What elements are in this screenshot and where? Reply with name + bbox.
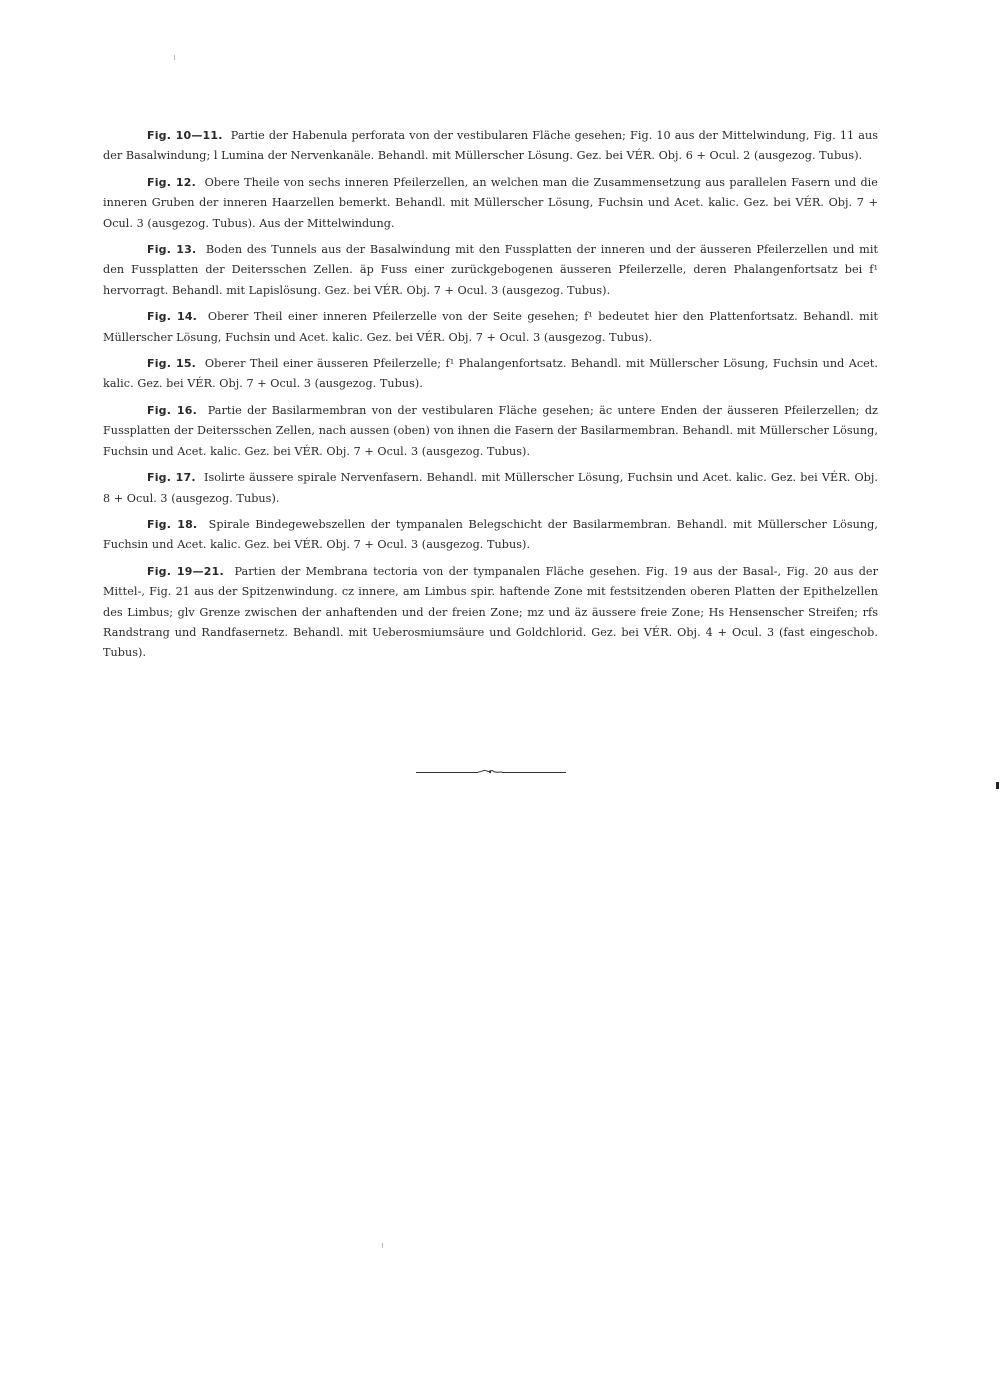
caption-fig-10-11	[103, 126, 878, 167]
caption-text: Partien der Membrana tectoria von der tympanalen Fläche gesehen. Fig. 19 aus der Basal-, Fig. 20 aus der Mittel-, Fig. 21 aus der Spitzenwindung. cz innere, am Limbus spir. haftende Zone mit festsitzenden oberen Platten der Epithelzellen des Limbus; glv Grenze zwischen der anhaftenden und der freien Zone; mz und äz äussere freie Zone; Hs Hensenscher Streifen; rfs Randstrang und Randfasernetz. Behandl. mit Ueberosmiumsäure und Goldchlorid. Gez. bei VÉR. Obj. 4 + Ocul. 3 (fast eingeschob. Tubus).	[103, 564, 878, 660]
caption-fig-13	[103, 240, 878, 301]
caption-label: Fig. 12.	[147, 175, 196, 189]
caption-fig-12	[103, 173, 878, 234]
divider-line-right	[502, 772, 566, 773]
caption-text: Boden des Tunnels aus der Basalwindung mit den Fussplatten der inneren und der äusseren Pfeilerzellen und mit den Fussplatten der Deitersschen Zellen. äp Fuss einer zurückgebogenen äusseren Pfeilerzelle, deren Phalangenfortsatz bei f¹ hervorragt. Behandl. mit Lapislösung. Gez. bei VÉR. Obj. 7 + Ocul. 3 (ausgezog. Tubus).	[103, 243, 878, 297]
caption-text: Oberer Theil einer inneren Pfeilerzelle von der Seite gesehen; f¹ bedeutet hier den Plattenfortsatz. Behandl. mit Müllerscher Lösung, Fuchsin und Acet. kalic. Gez. bei VÉR. Obj. 7 + Ocul. 3 (ausgezog. Tubus).	[103, 310, 879, 344]
caption-text: Partie der Basilarmembran von der vestibularen Fläche gesehen; äc untere Enden der äusseren Pfeilerzellen; dz Fussplatten der Deitersschen Zellen, nach aussen (oben) von ihnen die Fasern der Basilarmembran. Behandl. mit Müllerscher Lösung, Fuchsin und Acet. kalic. Gez. bei VÉR. Obj. 7 + Ocul. 3 (ausgezog. Tubus).	[103, 403, 878, 458]
caption-fig-17	[103, 468, 878, 509]
caption-fig-18	[103, 515, 878, 556]
caption-text: Partie der Habenula perforata von der vestibularen Fläche gesehen; Fig. 10 aus der Mittelwindung, Fig. 11 aus der Basalwindung; l Lumina der Nervenkanäle. Behandl. mit Müllerscher Lösung. Gez. bei VÉR. Obj. 6 + Ocul. 2 (ausgezog. Tubus).	[103, 129, 879, 163]
caption-label: Fig. 13.	[147, 243, 197, 257]
caption-label: Fig. 10—11.	[147, 129, 223, 142]
caption-fig-16	[103, 401, 878, 462]
caption-fig-19-21	[103, 562, 878, 664]
scan-speck	[174, 55, 175, 60]
caption-text: Oberer Theil einer äusseren Pfeilerzelle; f¹ Phalangenfortsatz. Behandl. mit Müllerscher Lösung, Fuchsin und Acet. kalic. Gez. bei VÉR. Obj. 7 + Ocul. 3 (ausgezog. Tubus).	[103, 357, 878, 391]
caption-label: Fig. 19—21.	[147, 564, 224, 578]
caption-label: Fig. 15.	[147, 357, 197, 371]
caption-text: Spirale Bindegewebszellen der tympanalen Belegschicht der Basilarmembran. Behandl. mit Müllerscher Lösung, Fuchsin und Acet. kalic. Gez. bei VÉR. Obj. 7 + Ocul. 3 (ausgezog. Tubus).	[103, 517, 878, 552]
scan-speck	[382, 1243, 383, 1248]
caption-text: Isolirte äussere spirale Nervenfasern. Behandl. mit Müllerscher Lösung, Fuchsin und Acet. kalic. Gez. bei VÉR. Obj. 8 + Ocul. 3 (ausgezog. Tubus).	[103, 471, 878, 505]
caption-label: Fig. 16.	[147, 403, 197, 417]
caption-label: Fig. 14.	[147, 310, 198, 324]
divider-line-left	[416, 772, 478, 773]
caption-label: Fig. 18.	[147, 517, 198, 531]
ornamental-divider	[416, 766, 566, 778]
figure-captions	[103, 126, 878, 670]
caption-text: Obere Theile von sechs inneren Pfeilerzellen, an welchen man die Zusammensetzung aus parallelen Fasern und die inneren Gruben der inneren Haarzellen bemerkt. Behandl. mit Müllerscher Lösung, Fuchsin und Acet. kalic. Gez. bei VÉR. Obj. 7 + Ocul. 3 (ausgezog. Tubus). Aus der Mittelwindung.	[103, 175, 878, 230]
flourish-ornament-icon	[478, 766, 502, 778]
scan-speck	[996, 782, 999, 789]
caption-label: Fig. 17.	[147, 471, 196, 485]
caption-fig-14	[103, 307, 878, 348]
caption-fig-15	[103, 354, 878, 395]
